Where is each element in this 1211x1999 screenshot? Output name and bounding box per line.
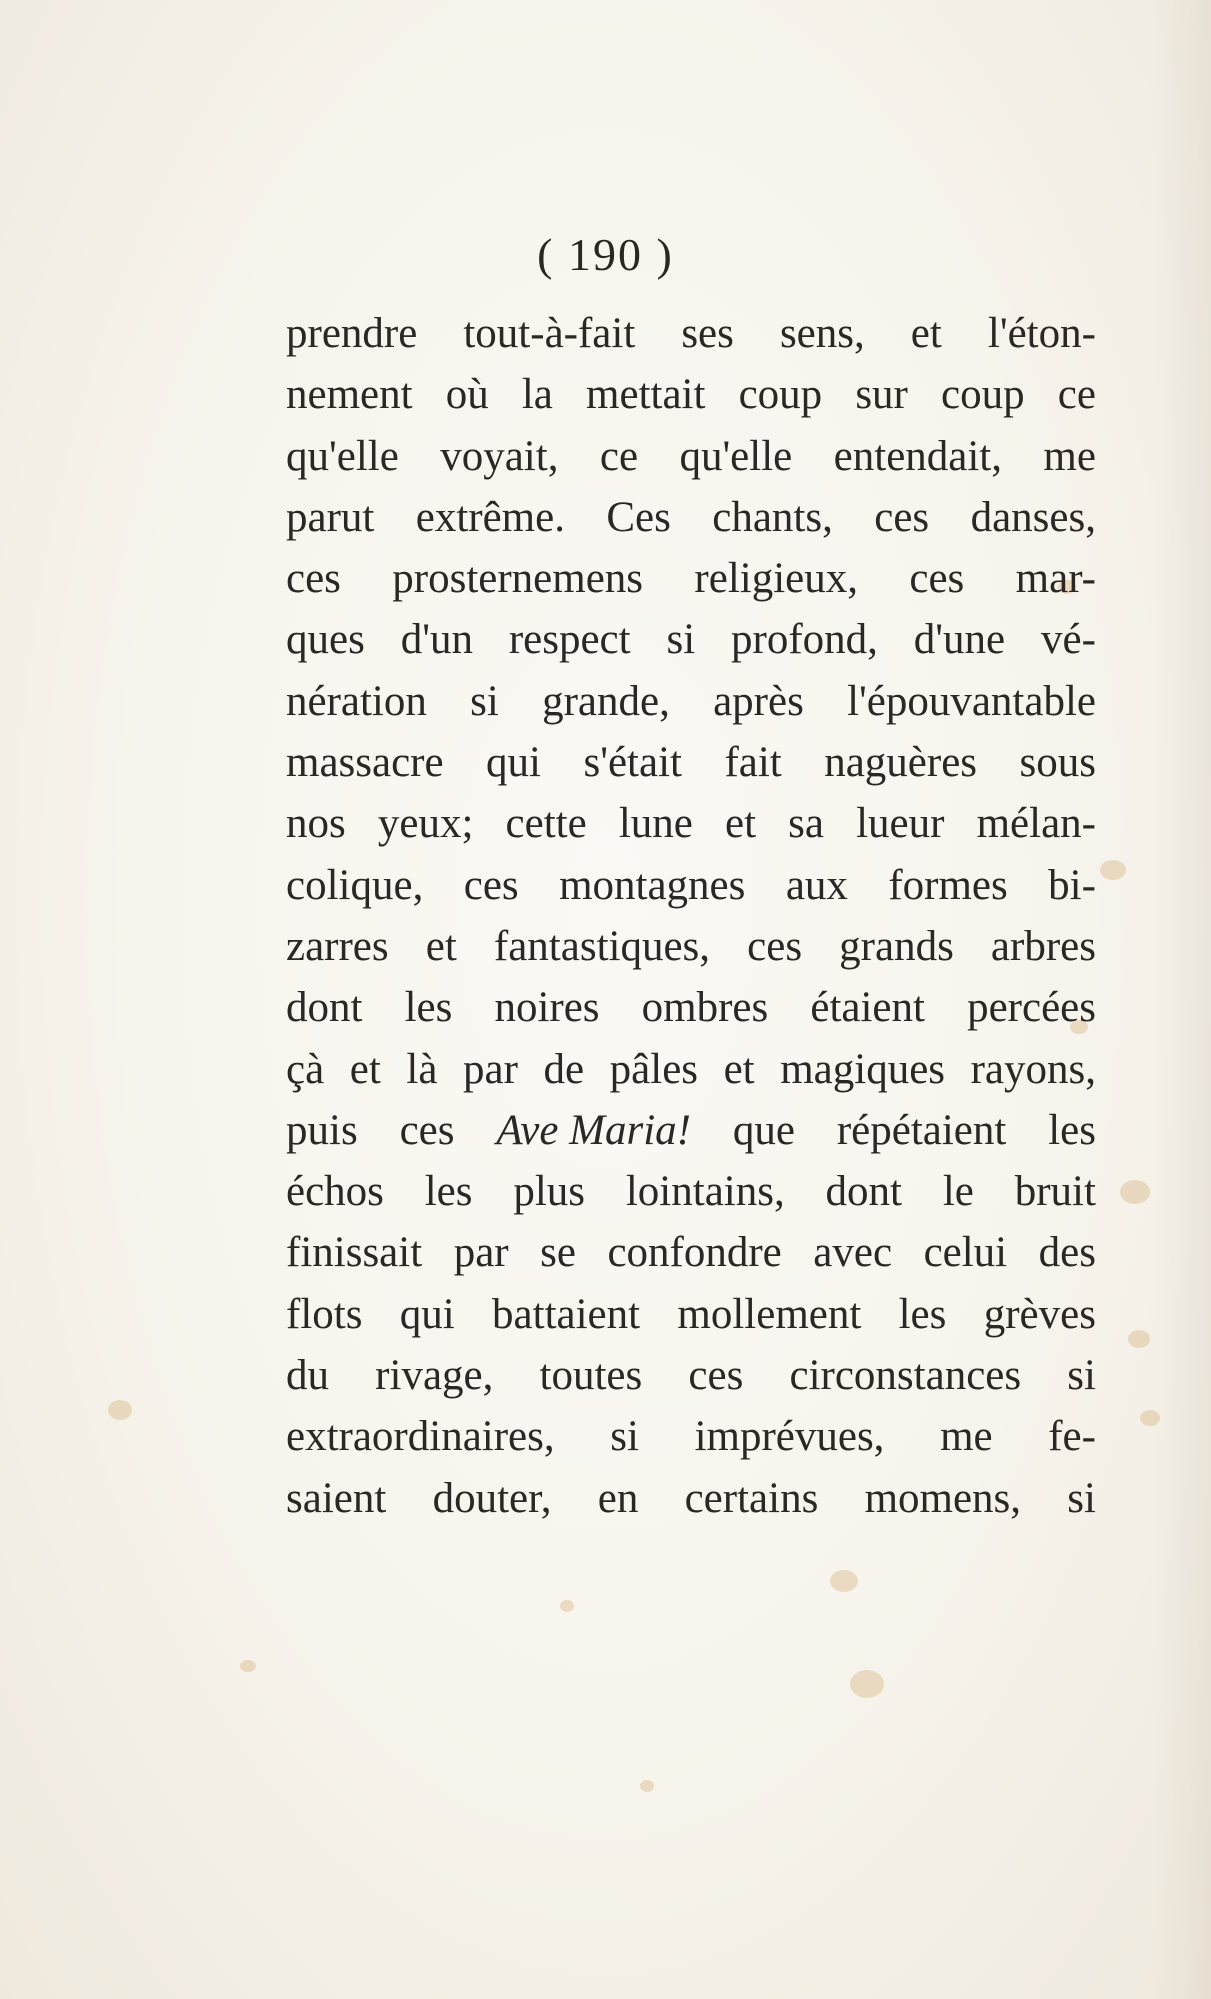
text-line [286, 671, 1096, 732]
word: battaient [492, 1290, 641, 1338]
word: rayons, [970, 1045, 1096, 1093]
word: ces [909, 555, 965, 603]
word: noires [494, 984, 600, 1032]
word: danses, [970, 493, 1096, 541]
word: l'épouvantable [847, 677, 1096, 725]
word: colique, [286, 861, 424, 909]
word: zarres [286, 922, 389, 970]
foxing-stain [240, 1660, 256, 1672]
word: montagnes [559, 861, 746, 909]
word: et [724, 800, 757, 848]
foxing-stain [1100, 860, 1126, 880]
word: nos [286, 800, 346, 848]
word: et [723, 1045, 755, 1093]
foxing-stain [1128, 1330, 1150, 1348]
word: ce [599, 432, 639, 480]
word: par [463, 1045, 518, 1093]
word: coup [941, 371, 1025, 419]
word: d'une [913, 616, 1006, 664]
word: les [898, 1290, 947, 1338]
text-line [286, 1345, 1096, 1406]
word: profond, [731, 616, 878, 664]
word: qu'elle [286, 432, 399, 480]
word: ces [874, 493, 930, 541]
word: dont [825, 1168, 902, 1216]
word: ces [747, 922, 803, 970]
word: fe- [1048, 1413, 1096, 1461]
text-line [286, 977, 1096, 1038]
word: prendre [286, 310, 418, 357]
foxing-stain [108, 1400, 132, 1420]
word: si [470, 677, 499, 725]
text-line [286, 855, 1096, 916]
word: par [453, 1229, 509, 1277]
word: celui [923, 1229, 1008, 1277]
word: me [940, 1413, 993, 1461]
text-line [286, 1039, 1096, 1100]
word: ses [681, 310, 734, 357]
word: ques [286, 616, 365, 664]
word: entendait, [833, 432, 1003, 480]
word: bi- [1048, 861, 1096, 909]
word: chants, [712, 493, 833, 541]
word: extrême. [415, 493, 565, 541]
word: que [732, 1106, 795, 1154]
word: ces [286, 555, 341, 603]
word: bruit [1014, 1168, 1096, 1216]
word: avec [813, 1229, 893, 1277]
word: si [1067, 1352, 1096, 1400]
word: répétaient [836, 1106, 1007, 1154]
word: pâles [609, 1045, 699, 1093]
word: aux [785, 861, 848, 909]
word: se [540, 1229, 576, 1277]
word: nement [286, 371, 413, 419]
word: ces [399, 1106, 455, 1154]
word: flots [286, 1290, 363, 1338]
text-line [286, 364, 1096, 425]
word: rivage, [375, 1352, 494, 1400]
word: les [1048, 1106, 1096, 1154]
page-number: ( 190 ) [537, 229, 674, 280]
word: arbres [990, 922, 1096, 970]
word: ces [688, 1352, 744, 1400]
word: religieux, [694, 555, 859, 603]
word: sous [1019, 739, 1096, 787]
word: du [286, 1352, 329, 1400]
word: échos [286, 1168, 384, 1216]
word: fantastiques, [493, 922, 711, 970]
word: me [1043, 432, 1096, 480]
word: formes [888, 861, 1008, 909]
word: et [349, 1045, 381, 1093]
word: mollement [677, 1290, 862, 1338]
word: les [404, 984, 453, 1032]
word: sur [855, 371, 908, 419]
foxing-stain [1120, 1180, 1150, 1204]
word: l'éton- [987, 310, 1096, 357]
word: Ave Maria! [496, 1106, 691, 1154]
text-line [286, 793, 1096, 854]
word: sa [788, 800, 824, 848]
text-line [286, 1406, 1096, 1467]
word: extraordinaires, [286, 1413, 555, 1461]
text-line [286, 916, 1096, 977]
word: imprévues, [694, 1413, 885, 1461]
word: étaient [810, 984, 925, 1032]
word: d'un [400, 616, 473, 664]
word: qui [486, 739, 541, 787]
text-line [286, 1284, 1096, 1345]
word: respect [508, 616, 631, 664]
word: grands [839, 922, 954, 970]
word: nération [286, 677, 427, 725]
word: le [942, 1168, 974, 1216]
word: grande, [542, 677, 670, 725]
word: plus [513, 1168, 586, 1216]
text-line [286, 1222, 1096, 1283]
word: magiques [780, 1045, 946, 1093]
word: de [543, 1045, 585, 1093]
word: grèves [983, 1290, 1096, 1338]
word: après [713, 677, 804, 725]
text-line [286, 609, 1096, 670]
word: en [597, 1474, 639, 1522]
word: ces [463, 861, 519, 909]
page-edge-shadow [1151, 0, 1211, 1999]
word: si [1067, 1474, 1096, 1522]
word: confondre [607, 1229, 782, 1277]
text-line [286, 426, 1096, 487]
word: la [521, 371, 553, 419]
foxing-stain [850, 1670, 884, 1698]
word: mélan- [976, 800, 1096, 848]
word: qui [399, 1290, 455, 1338]
word: et [910, 310, 942, 357]
word: lointains, [625, 1168, 785, 1216]
word: çà [286, 1045, 325, 1093]
word: si [666, 616, 696, 664]
text-line [286, 487, 1096, 548]
word: puis [286, 1106, 358, 1154]
word: ombres [641, 984, 769, 1032]
word: les [424, 1168, 473, 1216]
body-text [286, 303, 1096, 1529]
word: fait [724, 739, 782, 787]
text-line [286, 732, 1096, 793]
word: momens, [864, 1474, 1022, 1522]
text-line [286, 548, 1096, 609]
word: tout-à-fait [463, 310, 636, 357]
word: vé- [1041, 616, 1096, 664]
word: finissait [286, 1229, 423, 1277]
word: douter, [432, 1474, 552, 1522]
word: voyait, [440, 432, 559, 480]
text-line [286, 1161, 1096, 1222]
word: où [445, 371, 489, 419]
word: toutes [539, 1352, 643, 1400]
foxing-stain [560, 1600, 574, 1612]
word: certains [684, 1474, 819, 1522]
word: mar- [1015, 555, 1096, 603]
word: prosternemens [392, 555, 644, 603]
word: s'était [583, 739, 682, 787]
word: lune [618, 800, 693, 848]
word: naguères [824, 739, 978, 787]
word: des [1038, 1229, 1096, 1277]
text-line [286, 1100, 1096, 1161]
word: massacre [286, 739, 444, 787]
foxing-stain [830, 1570, 858, 1592]
foxing-stain [640, 1780, 654, 1792]
word: lueur [856, 800, 945, 848]
word: coup [738, 371, 823, 419]
text-line [286, 303, 1096, 364]
word: mettait [586, 371, 706, 419]
word: yeux; [377, 800, 474, 848]
word: et [425, 922, 457, 970]
word: percées [967, 984, 1096, 1032]
word: sens, [779, 310, 865, 357]
word: si [610, 1413, 639, 1461]
word: qu'elle [679, 432, 793, 480]
word: là [406, 1045, 438, 1093]
foxing-stain [1140, 1410, 1160, 1426]
word: cette [505, 800, 587, 848]
word: ce [1057, 371, 1096, 419]
word: circonstances [789, 1352, 1022, 1400]
word: saient [286, 1474, 387, 1522]
word: dont [286, 984, 363, 1032]
word: parut [286, 493, 375, 541]
word: Ces [606, 493, 671, 541]
text-line [286, 1468, 1096, 1529]
